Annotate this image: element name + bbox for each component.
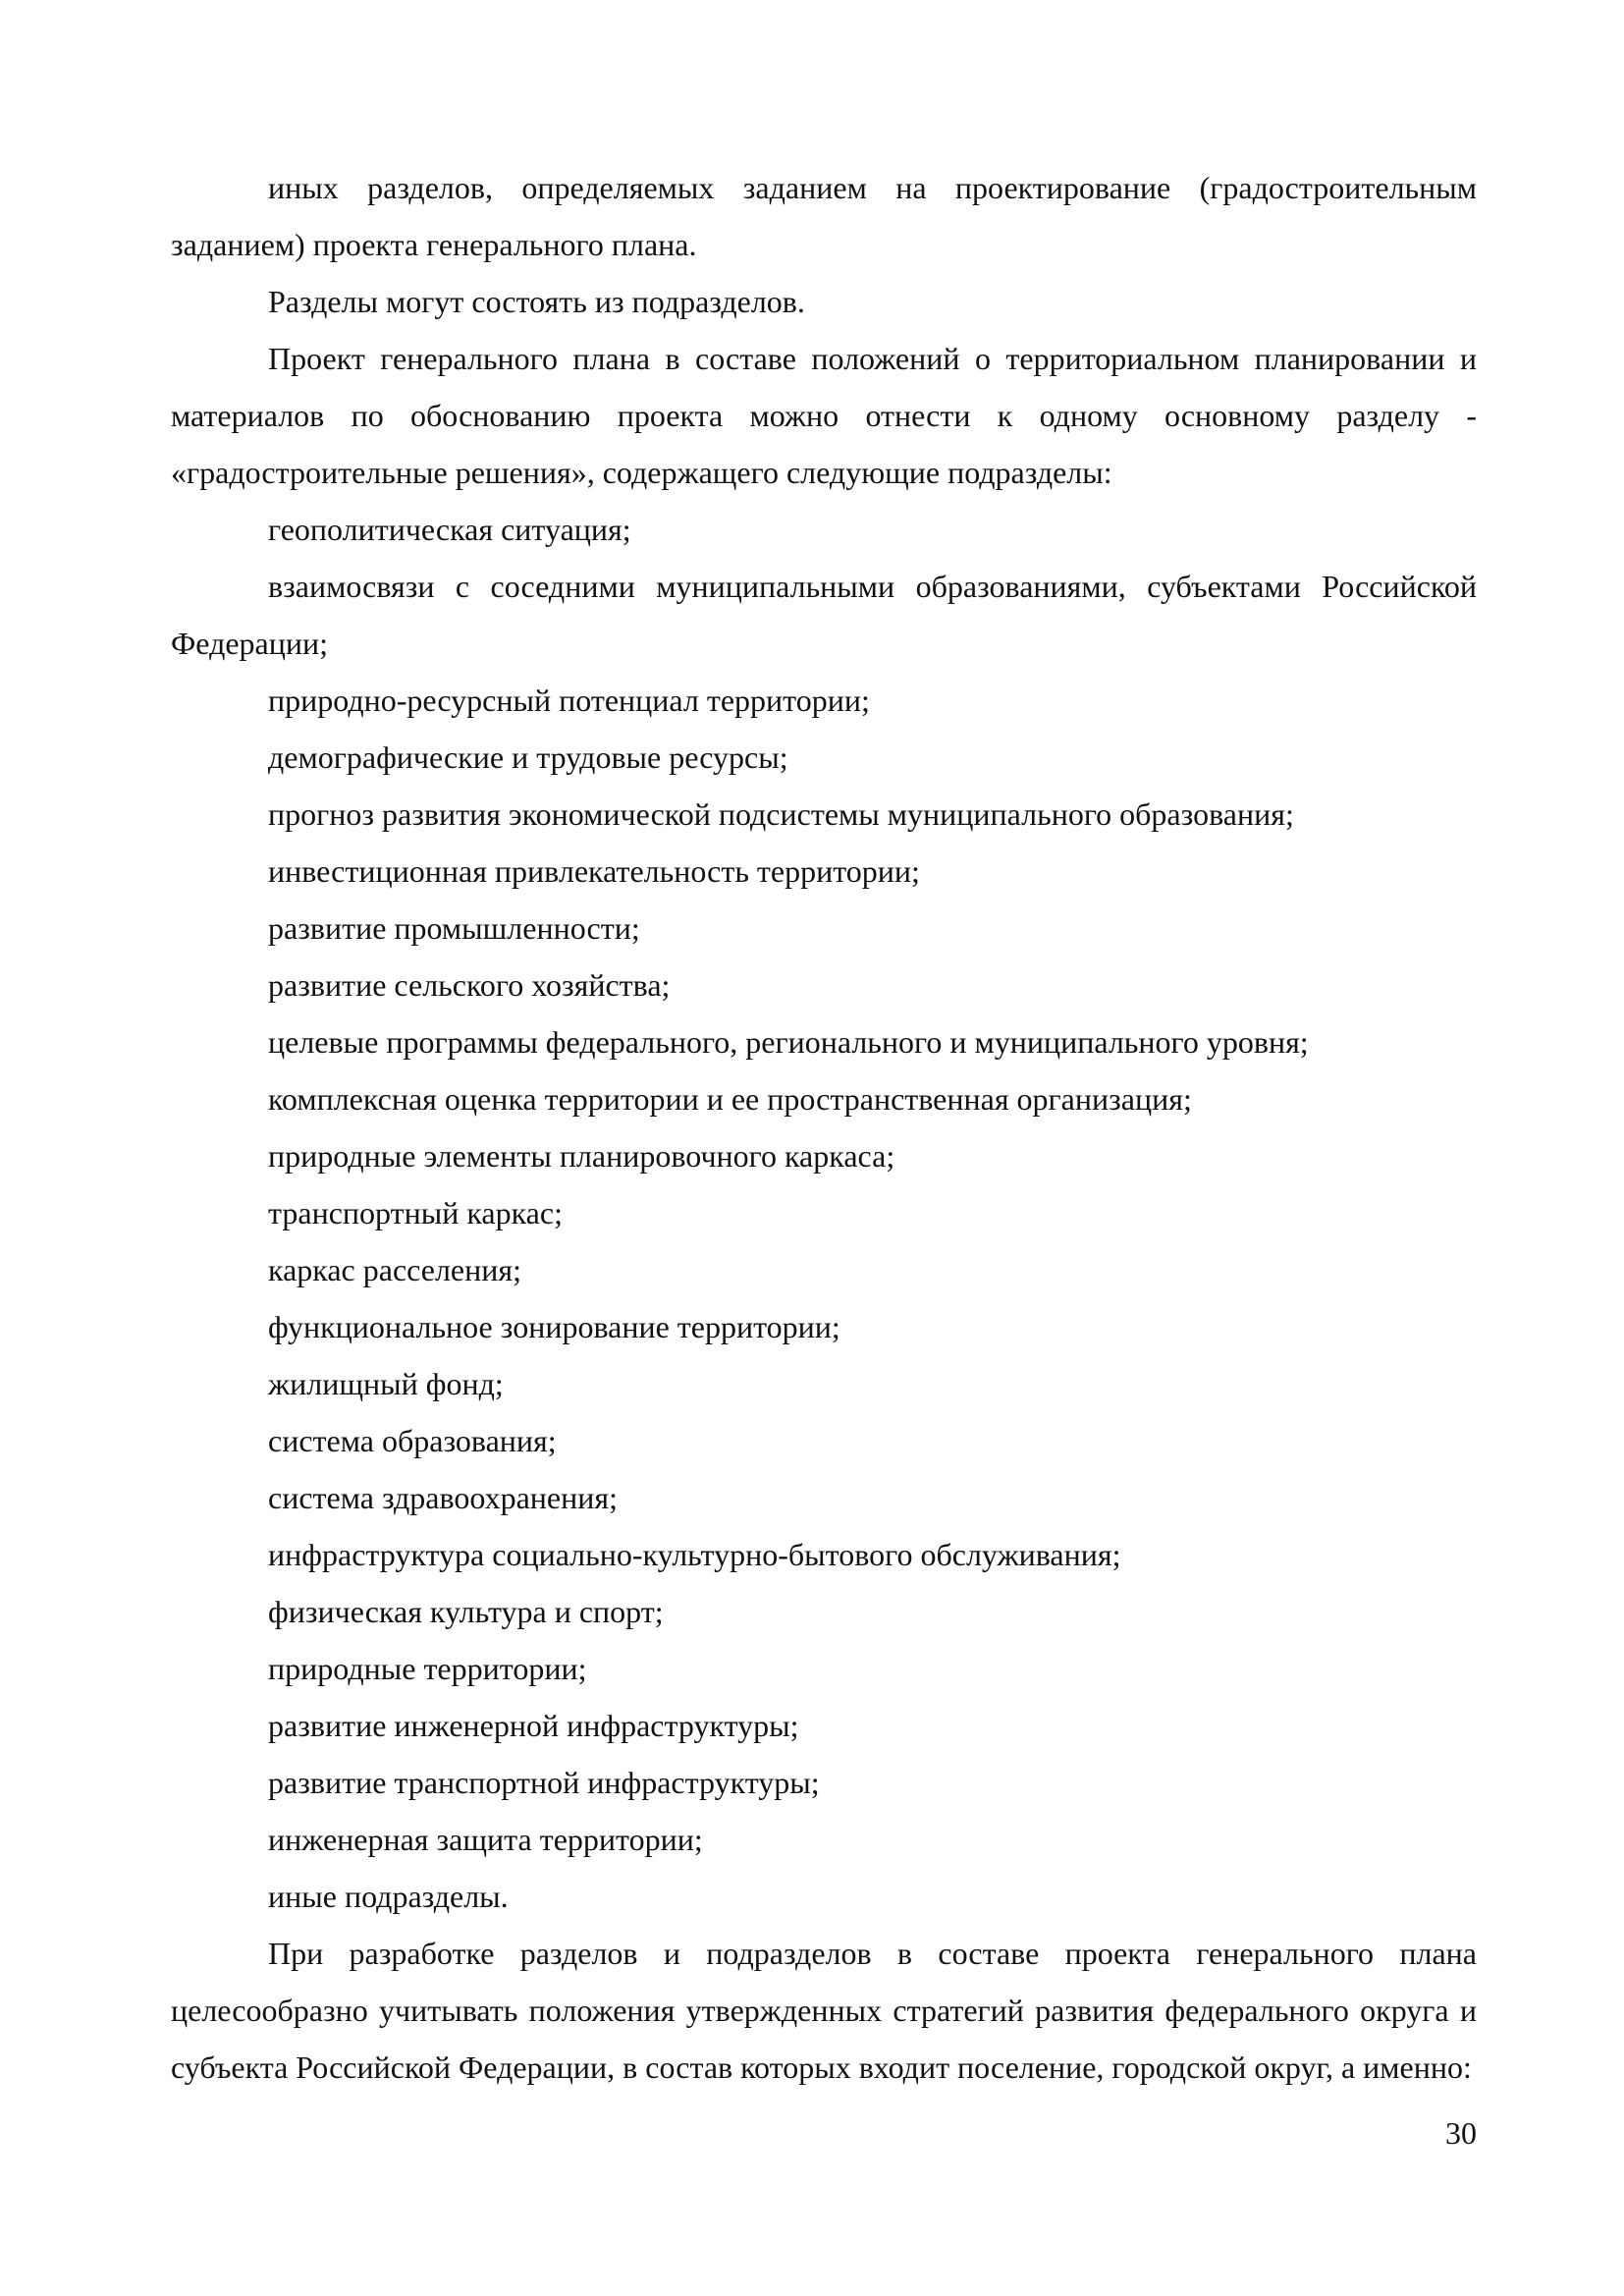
list-item: развитие транспортной инфраструктуры;: [268, 1765, 820, 1800]
list-item: иные подразделы.: [268, 1879, 509, 1914]
list-item: инфраструктура социально-культурно-бытового обслуживания;: [268, 1537, 1121, 1572]
paragraph-strategies: При разработке разделов и подразделов в составе проекта генерального плана целесообразно учитывать положения утвержденных стратегий развития федерального округа и субъекта Российской Федерации, в состав которых входит поселение, городской округ, а именно:: [171, 1936, 1477, 2085]
list-item: система здравоохранения;: [268, 1480, 618, 1515]
list-item: развитие инженерной инфраструктуры;: [268, 1708, 799, 1743]
list-item: демографические и трудовые ресурсы;: [268, 739, 788, 775]
list-item: функциональное зонирование территории;: [268, 1309, 840, 1344]
list-item: прогноз развития экономической подсистемы муниципального образования;: [268, 796, 1294, 832]
list-item: инвестиционная привлекательность территории;: [268, 853, 920, 889]
list-item: каркас расселения;: [268, 1252, 521, 1287]
page-number: 30: [1445, 2115, 1477, 2151]
list-item: развитие сельского хозяйства;: [268, 967, 671, 1003]
paragraph-continuation: иных разделов, определяемых заданием на проектирование (градостроительным заданием) проекта генерального плана.: [171, 170, 1477, 262]
list-item: развитие промышленности;: [268, 910, 640, 946]
list-item: природные элементы планировочного каркаса;: [268, 1138, 895, 1174]
document-body: [171, 159, 1477, 2096]
list-item: природно-ресурсный потенциал территории;: [268, 683, 870, 718]
list-item: жилищный фонд;: [268, 1366, 504, 1401]
list-item: взаимосвязи с соседними муниципальными образованиями, субъектами Российской Федерации;: [171, 569, 1477, 661]
list-item: транспортный каркас;: [268, 1195, 563, 1230]
list-item: система образования;: [268, 1423, 557, 1458]
list-item: инженерная защита территории;: [268, 1822, 703, 1857]
list-item: физическая культура и спорт;: [268, 1594, 664, 1629]
list-item: геополитическая ситуация;: [268, 512, 631, 547]
paragraph-sections-note: Разделы могут состоять из подразделов.: [268, 284, 805, 319]
list-item: природные территории;: [268, 1651, 587, 1686]
subsection-list: [171, 501, 1477, 1925]
list-item: целевые программы федерального, регионального и муниципального уровня;: [268, 1024, 1309, 1060]
paragraph-main-section: Проект генерального плана в составе положений о территориальном планировании и материалов по обоснованию проекта можно отнести к одному основному разделу - «градостроительные решения», содержащего следующие подразделы:: [171, 341, 1477, 490]
list-item: комплексная оценка территории и ее пространственная организация;: [268, 1081, 1192, 1117]
